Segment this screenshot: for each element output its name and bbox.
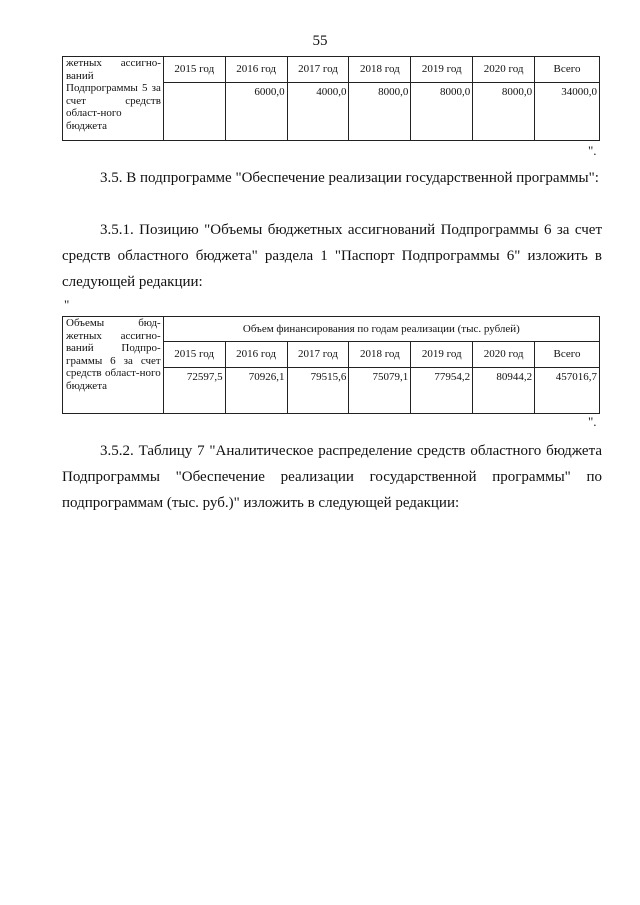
paragraph-3-5-2 xyxy=(62,438,602,516)
table-2-year: 2020 год xyxy=(473,342,535,368)
table-1-year: 2020 год xyxy=(473,57,535,83)
table-2-value: 72597,5 xyxy=(163,368,225,414)
table-2-value-total: 457016,7 xyxy=(535,368,600,414)
table-2-value: 79515,6 xyxy=(287,368,349,414)
table-1-year-total: Всего xyxy=(535,57,600,83)
table-1-value xyxy=(163,83,225,141)
table-1-year: 2016 год xyxy=(225,57,287,83)
paragraph-3-5 xyxy=(62,165,602,191)
page-number: 55 xyxy=(312,33,328,49)
paragraph-3-5-1-text: 3.5.1. Позицию "Объемы бюджетных ассигнований Подпрограммы 6 за счет средств областного бюджета" раздела 1 "Паспорт Подпрограммы 6" изложить в следующей редакции: xyxy=(62,222,602,290)
table-1-year: 2018 год xyxy=(349,57,411,83)
close-quote-2: ". xyxy=(588,414,597,429)
table-1-value: 8000,0 xyxy=(411,83,473,141)
table-1-value-total: 34000,0 xyxy=(535,83,600,141)
table-1-value: 4000,0 xyxy=(287,83,349,141)
table-2-year-total: Всего xyxy=(535,342,600,368)
table-1-value: 8000,0 xyxy=(349,83,411,141)
table-1-year: 2015 год xyxy=(163,57,225,83)
paragraph-3-5-text: 3.5. В подпрограмме "Обеспечение реализации государственной программы": xyxy=(100,170,599,186)
table-2-header: Объем финансирования по годам реализации (тыс. рублей) xyxy=(163,317,599,342)
paragraph-3-5-2-text: 3.5.2. Таблицу 7 "Аналитическое распределение средств областного бюджета Подпрограммы "Обеспечение реализации государственной программы" по подпрограммам (тыс. руб.)" изложить в следующей редакции: xyxy=(62,443,602,511)
open-quote-2: " xyxy=(64,297,70,312)
table-1-year: 2017 год xyxy=(287,57,349,83)
table-2-value: 70926,1 xyxy=(225,368,287,414)
table-2-year: 2018 год xyxy=(349,342,411,368)
table-1-year: 2019 год xyxy=(411,57,473,83)
table-2-year: 2019 год xyxy=(411,342,473,368)
table-2-year: 2017 год xyxy=(287,342,349,368)
budget-table-subprogram-6 xyxy=(62,316,600,414)
table-2-year: 2015 год xyxy=(163,342,225,368)
table-2-value: 80944,2 xyxy=(473,368,535,414)
close-quote-1: ". xyxy=(588,143,597,158)
table-1-value: 6000,0 xyxy=(225,83,287,141)
budget-table-subprogram-5 xyxy=(62,56,600,141)
table-1-label: жетных ассигно-ваний Подпрограммы 5 за счет средств област-ного бюджета xyxy=(63,57,164,141)
table-2-label: Объемы бюд-жетных ассигно-ваний Подпро-граммы 6 за счет средств област-ного бюджета xyxy=(63,317,164,414)
table-2-value: 77954,2 xyxy=(411,368,473,414)
paragraph-3-5-1 xyxy=(62,217,602,295)
table-2-year: 2016 год xyxy=(225,342,287,368)
table-2-value: 75079,1 xyxy=(349,368,411,414)
table-1-value: 8000,0 xyxy=(473,83,535,141)
